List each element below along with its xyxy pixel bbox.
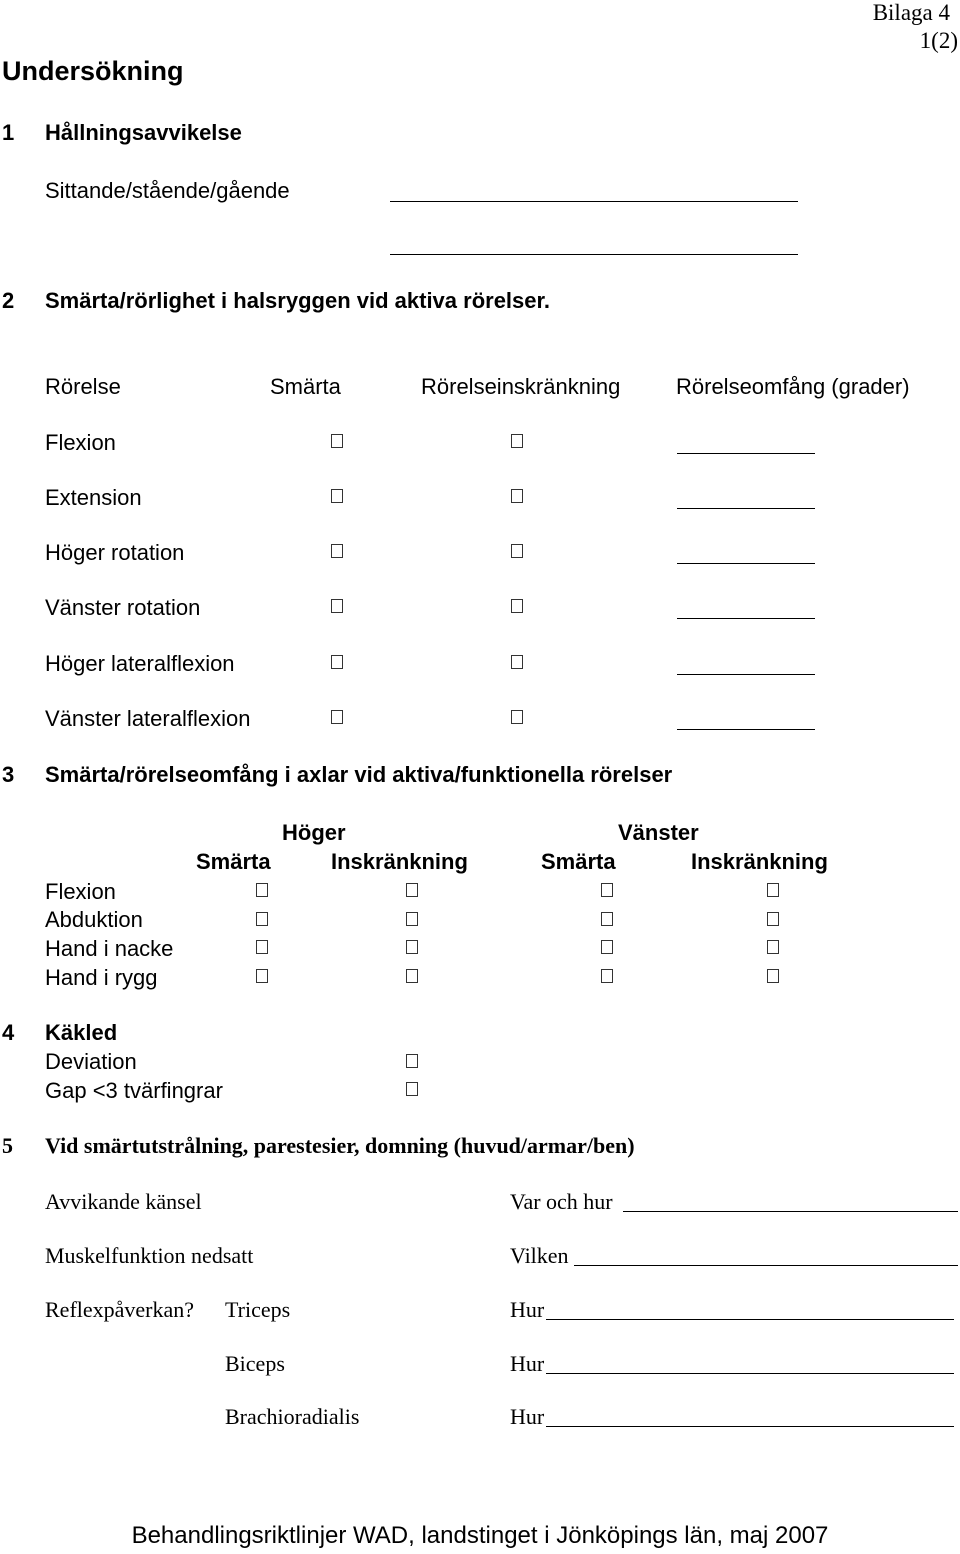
neck-range-line[interactable] — [677, 729, 815, 730]
reflex-label: Reflexpåverkan? — [45, 1297, 195, 1322]
shoulder-left-label: Vänster — [618, 820, 699, 845]
which-line[interactable] — [574, 1265, 958, 1266]
shoulder-row-label: Hand i rygg — [45, 965, 158, 990]
section5-heading: Vid smärtutstrålning, parestesier, domning (huvud/armar/ben) — [45, 1133, 635, 1158]
neck-range-line[interactable] — [677, 453, 815, 454]
neck-row-label: Flexion — [45, 430, 116, 455]
where-label: Var och hur — [510, 1189, 613, 1214]
col-range: Rörelseomfång (grader) — [676, 374, 910, 399]
how-line[interactable] — [546, 1373, 954, 1374]
neck-restriction-checkbox[interactable] — [511, 655, 523, 669]
shoulder-checkbox[interactable] — [601, 969, 613, 983]
how-label: Hur — [510, 1351, 545, 1376]
jaw-row-label: Deviation — [45, 1049, 137, 1074]
col-pain: Smärta — [270, 374, 341, 399]
section4-number: 4 — [2, 1020, 15, 1045]
neck-range-line[interactable] — [677, 674, 815, 675]
shoulder-checkbox[interactable] — [256, 969, 268, 983]
shoulder-checkbox[interactable] — [767, 912, 779, 926]
neck-row-label: Extension — [45, 485, 142, 510]
neck-pain-checkbox[interactable] — [331, 434, 343, 448]
col-movement: Rörelse — [45, 374, 121, 399]
neck-restriction-checkbox[interactable] — [511, 710, 523, 724]
neck-restriction-checkbox[interactable] — [511, 489, 523, 503]
how-line[interactable] — [546, 1319, 954, 1320]
abnormal-sensation-label: Avvikande känsel — [45, 1189, 202, 1214]
shoulder-checkbox[interactable] — [406, 940, 418, 954]
neck-row-label: Höger lateralflexion — [45, 651, 235, 676]
reflex-item: Biceps — [225, 1351, 285, 1376]
how-label: Hur — [510, 1404, 545, 1429]
neck-restriction-checkbox[interactable] — [511, 599, 523, 613]
page-title: Undersökning — [2, 56, 184, 86]
jaw-checkbox[interactable] — [406, 1054, 418, 1068]
reflex-item: Brachioradialis — [225, 1404, 360, 1429]
shoulder-row-label: Flexion — [45, 879, 116, 904]
shoulder-checkbox[interactable] — [406, 883, 418, 897]
neck-pain-checkbox[interactable] — [331, 710, 343, 724]
where-line[interactable] — [623, 1211, 958, 1212]
shoulder-checkbox[interactable] — [256, 883, 268, 897]
section3-heading: Smärta/rörelseomfång i axlar vid aktiva/funktionella rörelser — [45, 762, 673, 787]
shoulder-checkbox[interactable] — [256, 912, 268, 926]
neck-row-label: Vänster rotation — [45, 595, 201, 620]
neck-row-label: Vänster lateralflexion — [45, 706, 251, 731]
neck-pain-checkbox[interactable] — [331, 599, 343, 613]
shoulder-checkbox[interactable] — [256, 940, 268, 954]
col-left-restriction: Inskränkning — [691, 849, 828, 874]
shoulder-checkbox[interactable] — [601, 940, 613, 954]
shoulder-row-label: Abduktion — [45, 907, 143, 932]
neck-range-line[interactable] — [677, 563, 815, 564]
section1-heading: Hållningsavvikelse — [45, 120, 242, 145]
section2-heading: Smärta/rörlighet i halsryggen vid aktiva rörelser. — [45, 288, 550, 313]
posture-line-1[interactable] — [390, 201, 798, 202]
neck-range-line[interactable] — [677, 618, 815, 619]
col-left-pain: Smärta — [541, 849, 616, 874]
section4-heading: Käkled — [45, 1020, 118, 1045]
jaw-row-label: Gap <3 tvärfingrar — [45, 1078, 223, 1103]
neck-pain-checkbox[interactable] — [331, 655, 343, 669]
reflex-item: Triceps — [225, 1297, 291, 1322]
neck-range-line[interactable] — [677, 508, 815, 509]
shoulder-checkbox[interactable] — [767, 969, 779, 983]
how-label: Hur — [510, 1297, 545, 1322]
shoulder-checkbox[interactable] — [406, 912, 418, 926]
page-number: 1(2) — [919, 28, 958, 53]
section2-number: 2 — [2, 288, 15, 313]
posture-label: Sittande/stående/gående — [45, 178, 290, 203]
section5-number: 5 — [2, 1133, 13, 1158]
col-right-restriction: Inskränkning — [331, 849, 468, 874]
attachment-label: Bilaga 4 — [872, 0, 950, 25]
neck-row-label: Höger rotation — [45, 540, 185, 565]
how-line[interactable] — [546, 1426, 954, 1427]
shoulder-checkbox[interactable] — [601, 912, 613, 926]
shoulder-checkbox[interactable] — [406, 969, 418, 983]
col-right-pain: Smärta — [196, 849, 271, 874]
posture-line-2[interactable] — [390, 254, 798, 255]
neck-pain-checkbox[interactable] — [331, 489, 343, 503]
neck-restriction-checkbox[interactable] — [511, 544, 523, 558]
which-label: Vilken — [510, 1243, 569, 1268]
shoulder-checkbox[interactable] — [767, 940, 779, 954]
col-restriction: Rörelseinskränkning — [421, 374, 621, 399]
section1-number: 1 — [2, 120, 15, 145]
muscle-function-label: Muskelfunktion nedsatt — [45, 1243, 254, 1268]
shoulder-row-label: Hand i nacke — [45, 936, 174, 961]
shoulder-right-label: Höger — [282, 820, 346, 845]
shoulder-checkbox[interactable] — [601, 883, 613, 897]
neck-restriction-checkbox[interactable] — [511, 434, 523, 448]
jaw-checkbox[interactable] — [406, 1082, 418, 1096]
footer: Behandlingsriktlinjer WAD, landstinget i Jönköpings län, maj 2007 — [131, 1522, 829, 1549]
section3-number: 3 — [2, 762, 15, 787]
neck-pain-checkbox[interactable] — [331, 544, 343, 558]
shoulder-checkbox[interactable] — [767, 883, 779, 897]
